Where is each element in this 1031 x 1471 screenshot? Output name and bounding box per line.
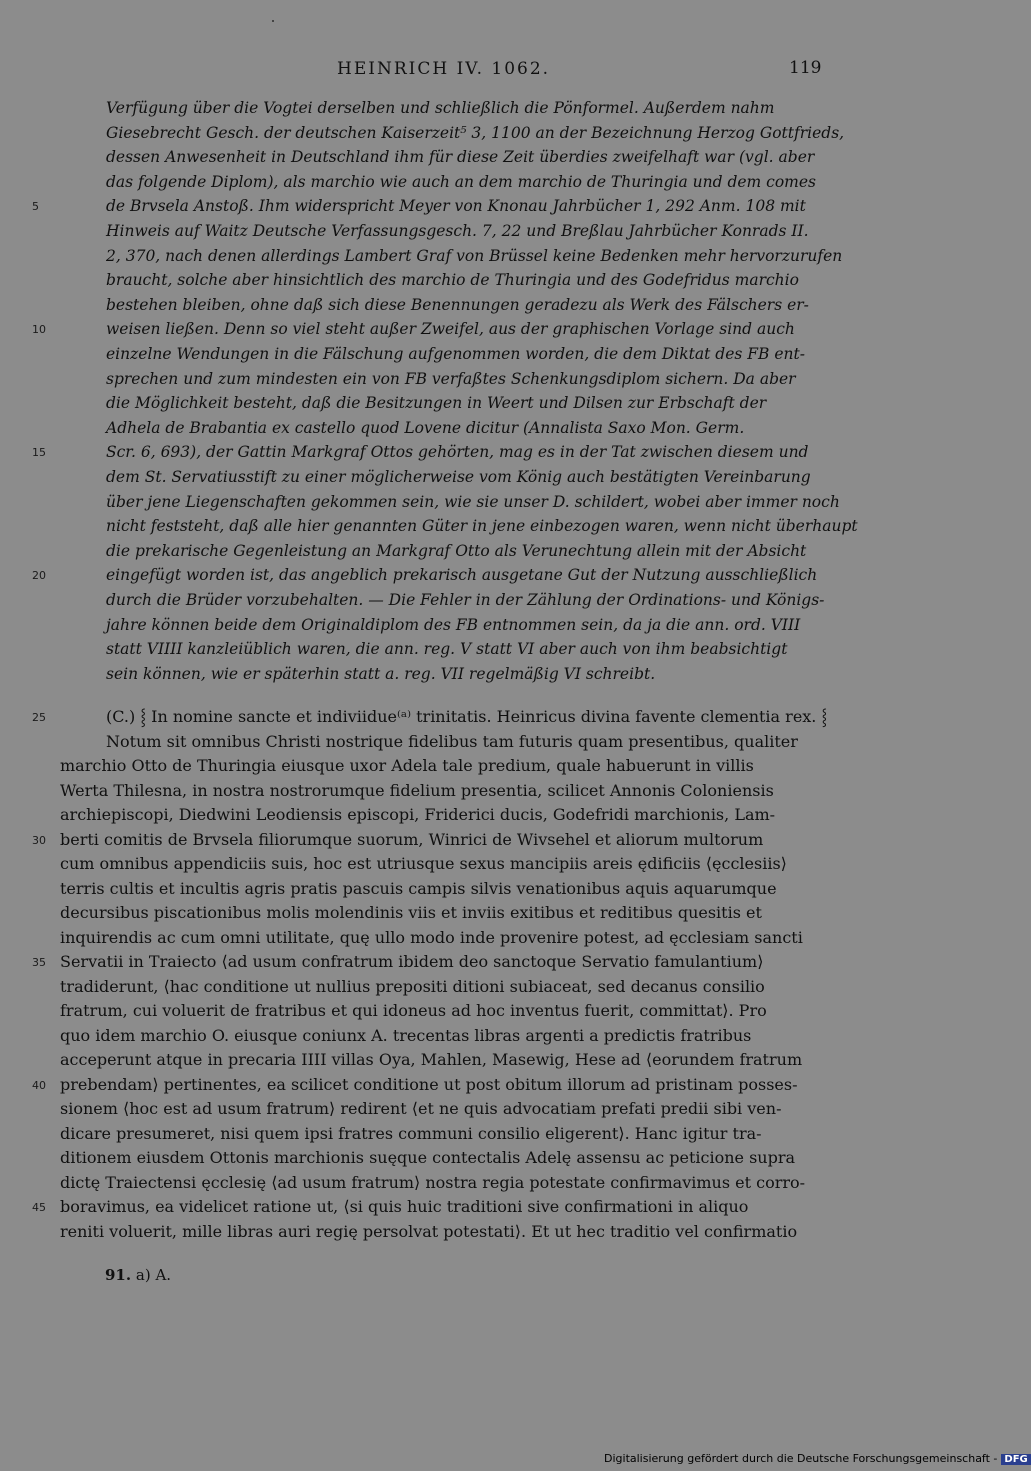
charter-line: sionem ⟨hoc est ad usum fratrum⟩ redirent ⟨et ne quis advocatiam prefati predii sibi ven- xyxy=(60,1099,782,1118)
commentary-line: Scr. 6, 693), der Gattin Markgraf Ottos gehörten, mag es in der Tat zwischen diesem und xyxy=(106,443,809,462)
charter-line: boravimus, ea videlicet ratione ut, ⟨si quis huic traditioni sive confirmationi in aliquo xyxy=(60,1197,749,1216)
line-number: 30 xyxy=(32,833,46,847)
charter-line: ditionem eiusdem Ottonis marchionis suęque contectalis Adelę assensu ac peticione supra xyxy=(60,1148,796,1167)
commentary-line: bestehen bleiben, ohne daß sich diese Benennungen geradezu als Werk des Fälschers er- xyxy=(106,295,809,314)
commentary-line: das folgende Diplom), als marchio wie auch an dem marchio de Thuringia und dem comes xyxy=(106,172,817,191)
line-number: 40 xyxy=(32,1078,46,1092)
charter-line: inquirendis ac cum omni utilitate, quę ullo modo inde provenire potest, ad ęcclesiam sancti xyxy=(60,927,803,947)
dfg-logo: DFG xyxy=(1001,1454,1030,1465)
footnote-number: 91. xyxy=(105,1266,132,1284)
charter-line: fratrum, cui voluerit de fratribus et qui idoneus ad hoc inventus fuerit, committat⟩. Pro xyxy=(60,1001,767,1020)
commentary-line: de Brvsela Anstoß. Ihm widerspricht Meyer von Knonau Jahrbücher 1, 292 Anm. 108 mit xyxy=(106,197,806,216)
scan-speck xyxy=(272,20,274,22)
line-number: 10 xyxy=(32,323,46,337)
charter-line: decursibus piscationibus molis molendinis viis et inviis exitibus et reditibus quesitis et xyxy=(60,903,762,922)
page-header xyxy=(0,56,1000,86)
commentary-line: Adhela de Brabantia ex castello quod Lovene dicitur (Annalista Saxo Mon. Germ. xyxy=(106,418,745,437)
running-title: HEINRICH IV. 1062. xyxy=(337,59,551,79)
line-number: 20 xyxy=(32,569,46,583)
digitization-credit xyxy=(604,1452,1031,1465)
charter-line: (C.) ⸾ In nomine sancte et indiviidue⁽ᵃ⁾ trinitatis. Heinricus divina favente clementia rex. ⸾ xyxy=(106,707,828,726)
commentary-line: Hinweis auf Waitz Deutsche Verfassungsgesch. 7, 22 und Breßlau Jahrbücher Konrads II. xyxy=(106,222,809,240)
charter-line: berti comitis de Brvsela filiorumque suorum, Winrici de Wivsehel et aliorum multorum xyxy=(60,829,764,849)
charter-line: Servatii in Traiecto ⟨ad usum confratrum ibidem deo sanctoque Servatio famulantium⟩ xyxy=(60,952,764,971)
footnote xyxy=(105,1266,171,1284)
charter-line: Werta Thilesna, in nostra nostrorumque fidelium presentia, scilicet Annonis Coloniensis xyxy=(60,780,774,800)
footnote-text: a) A. xyxy=(131,1266,172,1284)
commentary-line: braucht, solche aber hinsichtlich des marchio de Thuringia und des Godefridus marchio xyxy=(106,271,799,290)
commentary-line: durch die Brüder vorzubehalten. — Die Fehler in der Zählung der Ordinations- und Königs- xyxy=(106,591,825,609)
commentary-line: dessen Anwesenheit in Deutschland ihm für diese Zeit überdies zweifelhaft war (vgl. aber xyxy=(106,148,815,167)
charter-line: marchio Otto de Thuringia eiusque uxor Adela tale predium, quale habuerunt in villis xyxy=(60,756,754,775)
commentary-line: 2, 370, nach denen allerdings Lambert Graf von Brüssel keine Bedenken mehr hervorzurufen xyxy=(106,246,843,265)
commentary-line: statt VIIII kanzleiüblich waren, die ann. reg. V statt VI aber auch von ihm beabsichtigt xyxy=(106,640,788,659)
charter-line: acceperunt atque in precaria IIII villas Oya, Mahlen, Masewig, Hese ad ⟨eorundem fratrum xyxy=(60,1050,803,1069)
commentary-line: Verfügung über die Vogtei derselben und schließlich die Pönformel. Außerdem nahm xyxy=(106,99,775,117)
credit-text: Digitalisierung gefördert durch die Deutsche Forschungsgemeinschaft - xyxy=(604,1452,998,1465)
line-number: 25 xyxy=(32,711,46,724)
commentary-line: Giesebrecht Gesch. der deutschen Kaiserzeit⁵ 3, 1100 an der Bezeichnung Herzog Gottfrieds, xyxy=(106,123,845,142)
commentary-line: nicht feststeht, daß alle hier genannten Güter in jene einbezogen waren, wenn nicht überhaupt xyxy=(106,517,858,536)
charter-line: Notum sit omnibus Christi nostrique fidelibus tam futuris quam presentibus, qualiter xyxy=(106,731,798,751)
charter-line: dictę Traiectensi ęcclesię ⟨ad usum fratrum⟩ nostra regia potestate confirmavimus et corro- xyxy=(60,1172,806,1192)
charter-line: terris cultis et incultis agris pratis pascuis campis silvis venationibus aquis aquarumque xyxy=(60,878,777,898)
line-number: 35 xyxy=(32,956,46,969)
charter-line: dicare presumeret, nisi quem ipsi fratres communi consilio eligerent⟩. Hanc igitur tra- xyxy=(60,1123,762,1143)
line-number: 15 xyxy=(32,446,46,460)
charter-line: prebendam⟩ pertinentes, ea scilicet conditione ut post obitum illorum ad pristinam posses- xyxy=(60,1074,798,1094)
commentary-line: sein können, wie er späterhin statt a. reg. VII regelmäßig VI schreibt. xyxy=(106,664,656,683)
line-number: 5 xyxy=(32,200,39,214)
charter-line: quo idem marchio O. eiusque coniunx A. trecentas libras argenti a predictis fratribus xyxy=(60,1025,752,1045)
charter-line: cum omnibus appendiciis suis, hoc est utriusque sexus mancipiis areis ędificiis ⟨ęcclesiis⟩ xyxy=(60,854,787,873)
commentary-line: über jene Liegenschaften gekommen sein, wie sie unser D. schildert, wobei aber immer noch xyxy=(106,492,840,511)
charter-line: archiepiscopi, Diedwini Leodiensis episcopi, Friderici ducis, Godefridi marchionis, Lam- xyxy=(60,805,776,824)
commentary-line: eingefügt worden ist, das angeblich prekarisch ausgetane Gut der Nutzung ausschließlich xyxy=(106,566,818,585)
line-number: 45 xyxy=(32,1201,46,1214)
page-number: 119 xyxy=(789,58,822,78)
commentary-line: dem St. Servatiusstift zu einer möglicherweise vom König auch bestätigten Vereinbarung xyxy=(106,468,811,486)
commentary-line: jahre können beide dem Originaldiplom des FB entnommen sein, da ja die ann. ord. VIII xyxy=(106,615,801,634)
charter-line: tradiderunt, ⟨hac conditione ut nullius prepositi ditioni subiaceat, sed decanus consilio xyxy=(60,976,765,996)
commentary-line: weisen ließen. Denn so viel steht außer Zweifel, aus der graphischen Vorlage sind auch xyxy=(106,320,795,339)
commentary-line: einzelne Wendungen in die Fälschung aufgenommen worden, die dem Diktat des FB ent- xyxy=(106,345,805,363)
commentary-line: sprechen und zum mindesten ein von FB verfaßtes Schenkungsdiplom sichern. Da aber xyxy=(106,369,796,388)
commentary-line: die prekarische Gegenleistung an Markgraf Otto als Verunechtung allein mit der Absicht xyxy=(106,541,807,560)
charter-line: reniti voluerit, mille libras auri regię persolvat potestati⟩. Et ut hec traditio vel confirmatio xyxy=(60,1221,798,1241)
commentary-line: die Möglichkeit besteht, daß die Besitzungen in Weert und Dilsen zur Erbschaft der xyxy=(106,394,767,413)
